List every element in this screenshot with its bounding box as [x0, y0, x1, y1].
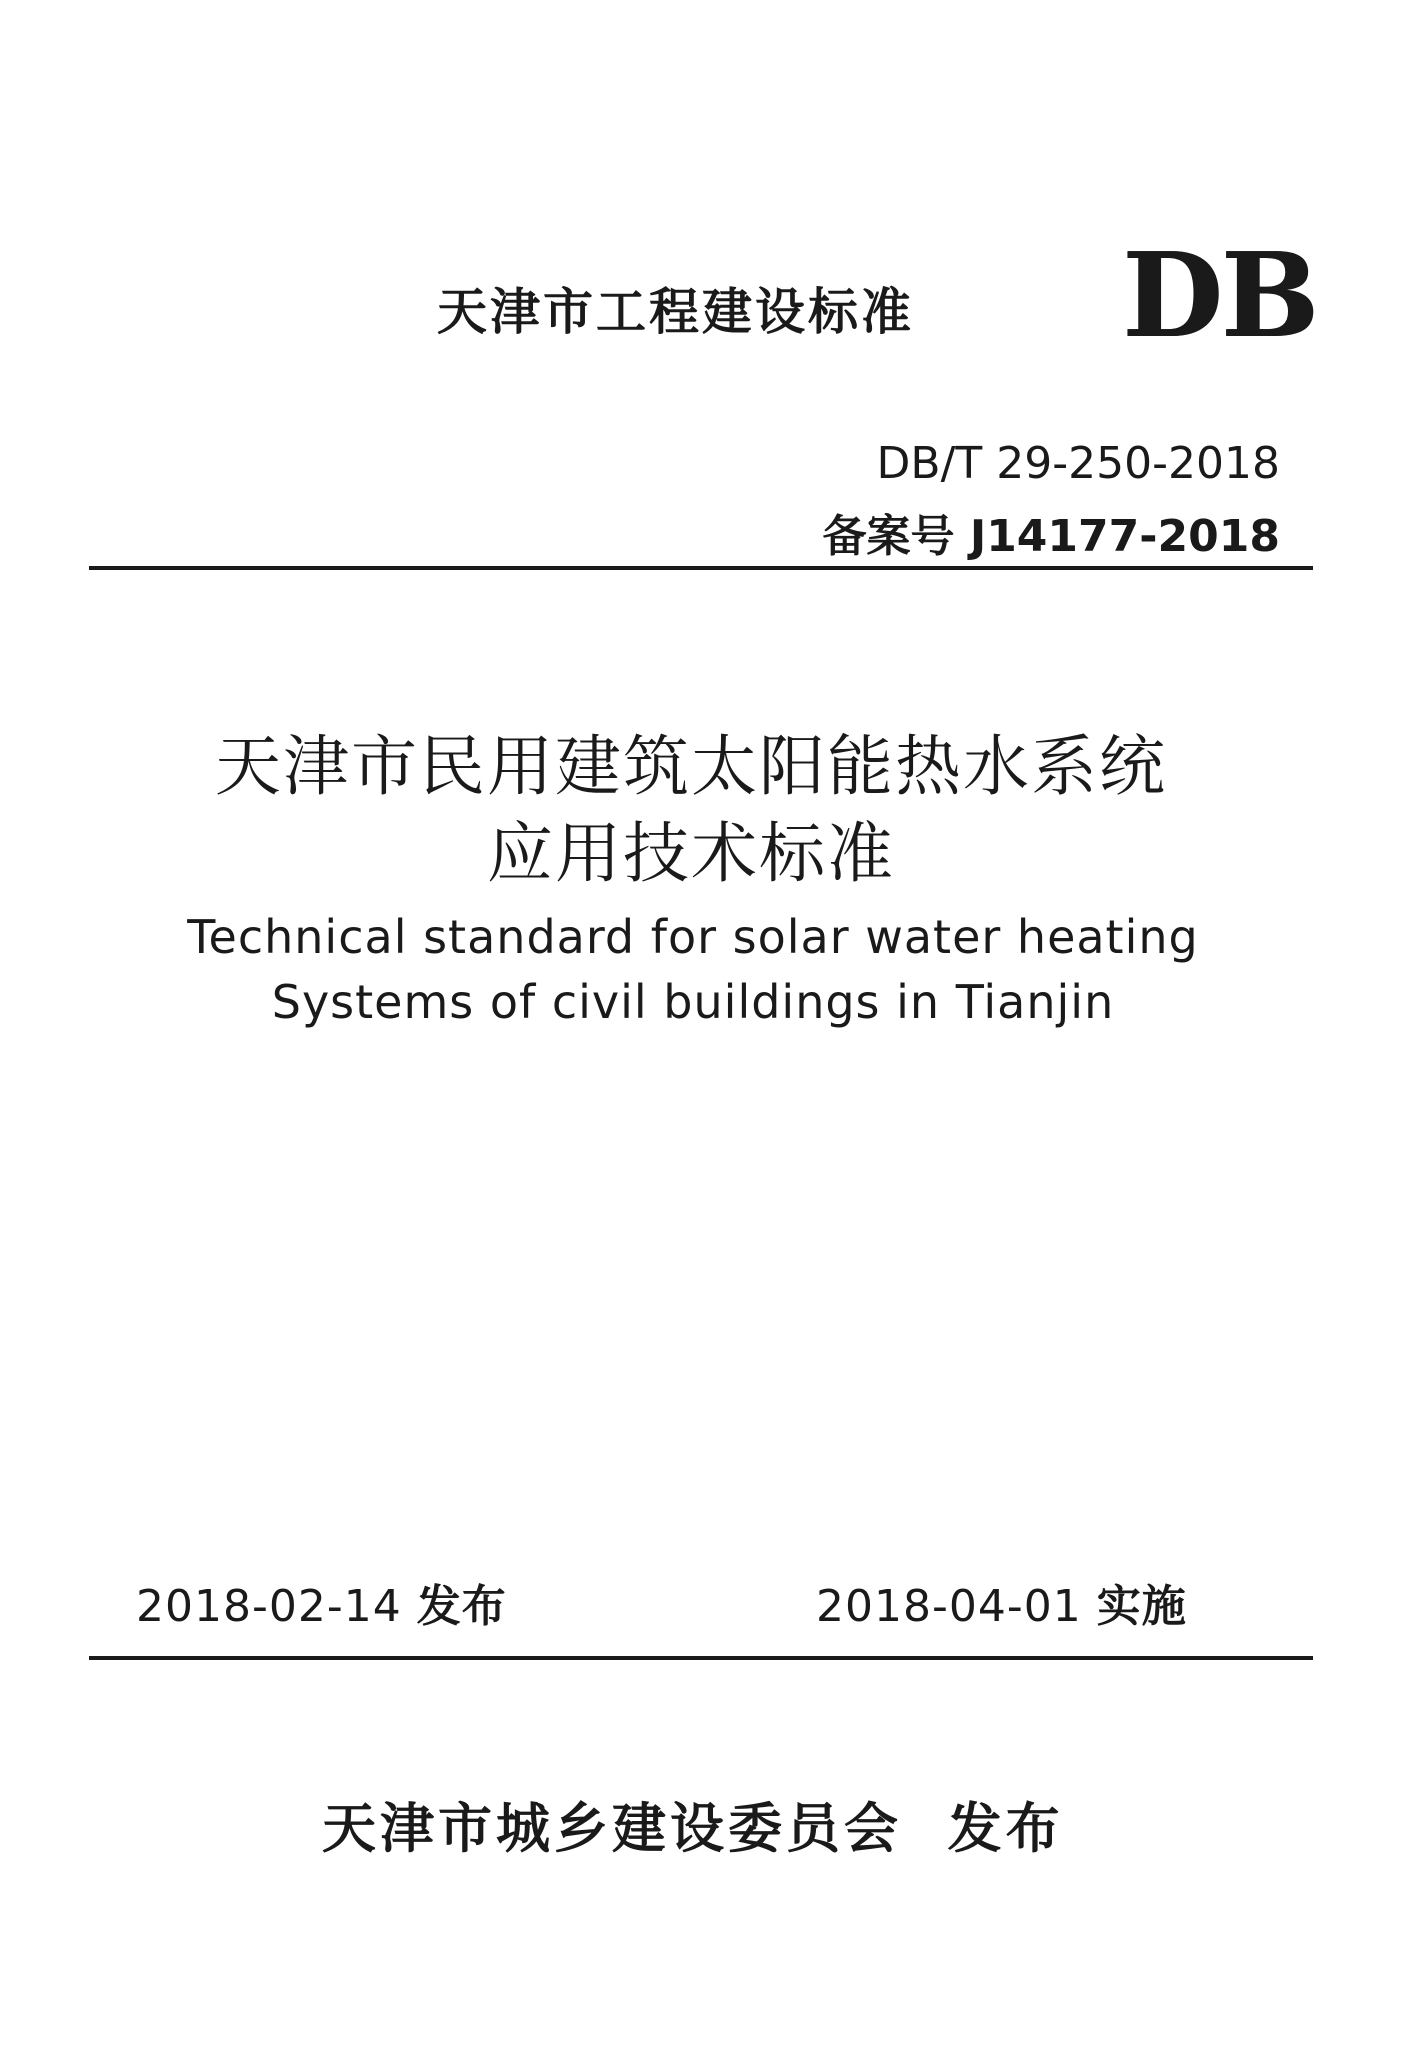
bottom-divider [89, 1656, 1313, 1660]
release-label: 发布 [416, 1581, 507, 1632]
effective-date-block [816, 1570, 1187, 1634]
publisher-name: 天津市城乡建设委员会 [322, 1797, 902, 1860]
publish-label: 发布 [947, 1797, 1064, 1860]
release-date: 2018-02-14 [136, 1581, 402, 1632]
db-logo: DB [1122, 228, 1317, 364]
title-cn-line-2: 应用技术标准 [487, 815, 895, 892]
effective-label: 实施 [1096, 1581, 1187, 1632]
effective-date: 2018-04-01 [816, 1581, 1082, 1632]
record-number: 备案号 J14177-2018 [822, 511, 1280, 562]
standard-number: DB/T 29-250-2018 [876, 438, 1280, 489]
title-cn-line-1: 天津市民用建筑太阳能热水系统 [215, 728, 1167, 805]
title-en-line-1: Technical standard for solar water heating [187, 910, 1199, 964]
top-divider [89, 566, 1313, 570]
standard-category: 天津市工程建设标准 [437, 283, 914, 341]
release-date-block [136, 1570, 507, 1634]
publisher-block [322, 1786, 1064, 1863]
title-en-line-2: Systems of civil buildings in Tianjin [271, 975, 1115, 1029]
